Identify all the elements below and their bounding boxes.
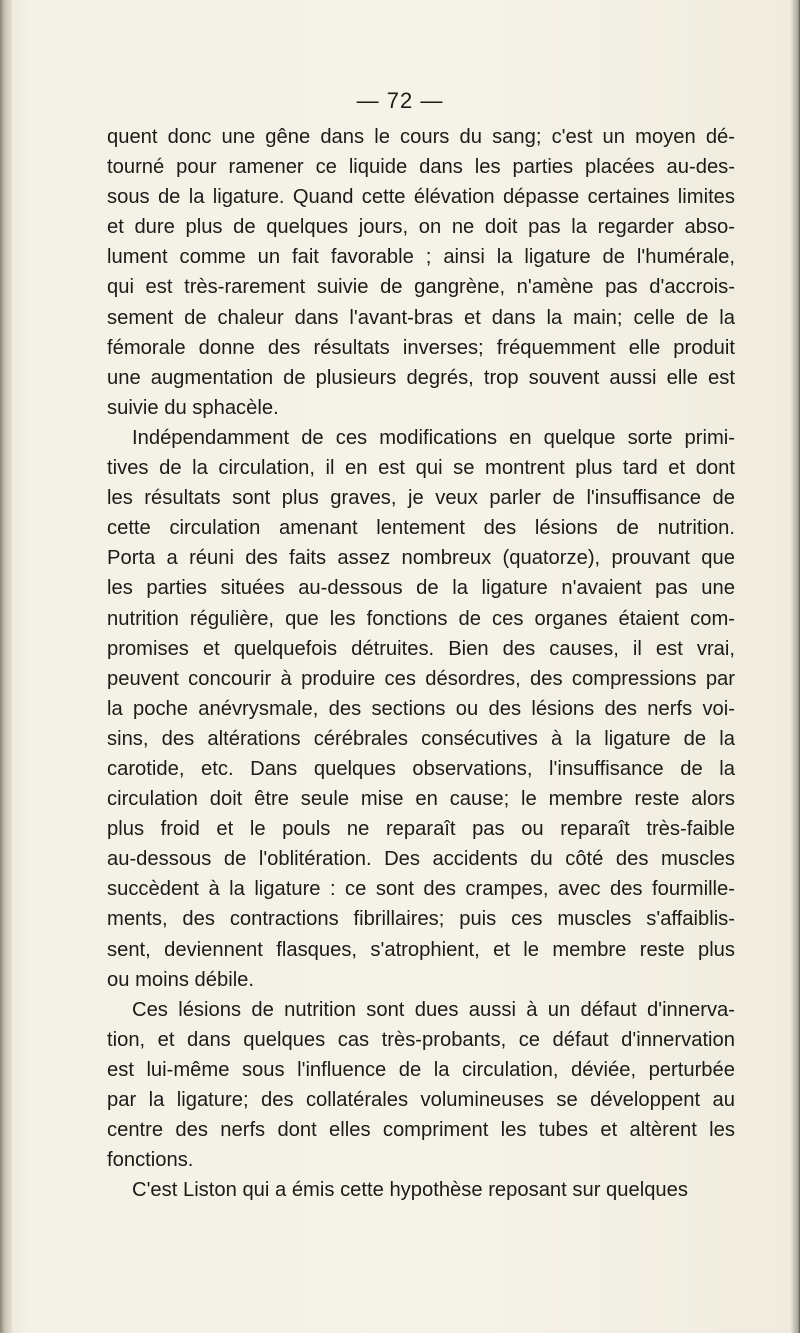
text-line: succèdent à la ligature : ce sont des crampes, avec des fourmille- [107,878,735,901]
page-right-edge [790,0,800,1333]
text-line: sous de la ligature. Quand cette élévation dépasse certaines limites [107,186,735,209]
text-line: tion, et dans quelques cas très-probants, ce défaut d'innervation [107,1028,735,1051]
text-line: plus froid et le pouls ne reparaît pas ou reparaît très-faible [107,818,735,841]
text-line: suivie du sphacèle. [107,396,279,419]
text-line: au-dessous de l'oblitération. Des accidents du côté des muscles [107,848,735,871]
text-line: centre des nerfs dont elles compriment les tubes et altèrent les [107,1119,735,1142]
text-line: fonctions. [107,1149,194,1172]
text-line: Ces lésions de nutrition sont dues aussi à un défaut d'innerva- [132,998,735,1021]
text-line: la poche anévrysmale, des sections ou des lésions des nerfs voi- [107,697,735,720]
body-text [107,122,735,1205]
text-line: Porta a réuni des faits assez nombreux (quatorze), prouvant que [107,547,735,570]
text-line: lument comme un fait favorable ; ainsi la ligature de l'humérale, [107,246,735,269]
text-line: fémorale donne des résultats inverses; fréquemment elle produit [107,336,735,359]
text-line: ou moins débile. [107,968,255,991]
text-line: ments, des contractions fibrillaires; puis ces muscles s'affaiblis- [107,908,735,931]
text-line: tives de la circulation, il en est qui se montrent plus tard et dont [107,457,735,480]
text-line: Indépendamment de ces modifications en quelque sorte primi- [132,426,735,449]
text-line: sins, des altérations cérébrales consécutives à la ligature de la [107,727,735,750]
text-line: tourné pour ramener ce liquide dans les parties placées au-des- [107,156,735,179]
text-line: circulation doit être seule mise en cause; le membre reste alors [107,788,735,811]
text-line: peuvent concourir à produire ces désordres, des compressions par [107,667,735,690]
text-line: carotide, etc. Dans quelques observations, l'insuffisance de la [107,757,735,780]
text-line: et dure plus de quelques jours, on ne doit pas la regarder abso- [107,216,735,239]
text-line: par la ligature; des collatérales volumineuses se développent au [107,1089,735,1111]
text-line: sement de chaleur dans l'avant-bras et dans la main; celle de la [107,306,735,329]
text-line: promises et quelquefois détruites. Bien des causes, il est vrai, [107,637,735,660]
text-line: les résultats sont plus graves, je veux parler de l'insuffisance de [107,487,735,510]
text-line: les parties situées au-dessous de la ligature n'avaient pas une [107,577,735,600]
text-line: nutrition régulière, que les fonctions de ces organes étaient com- [107,607,735,630]
text-line: est lui-même sous l'influence de la circulation, déviée, perturbée [107,1058,735,1081]
text-line: sent, deviennent flasques, s'atrophient, et le membre reste plus [107,938,735,961]
text-line: quent donc une gêne dans le cours du sang; c'est un moyen dé- [107,126,735,148]
page-binding-edge [0,0,12,1333]
text-line: qui est très-rarement suivie de gangrène, n'amène pas d'accrois- [107,276,735,299]
text-line: une augmentation de plusieurs degrés, trop souvent aussi elle est [107,366,735,389]
page-number: — 72 — [356,88,444,113]
text-line: cette circulation amenant lentement des lésions de nutrition. [107,517,735,540]
text-line: C'est Liston qui a émis cette hypothèse reposant sur quelques [132,1179,688,1202]
